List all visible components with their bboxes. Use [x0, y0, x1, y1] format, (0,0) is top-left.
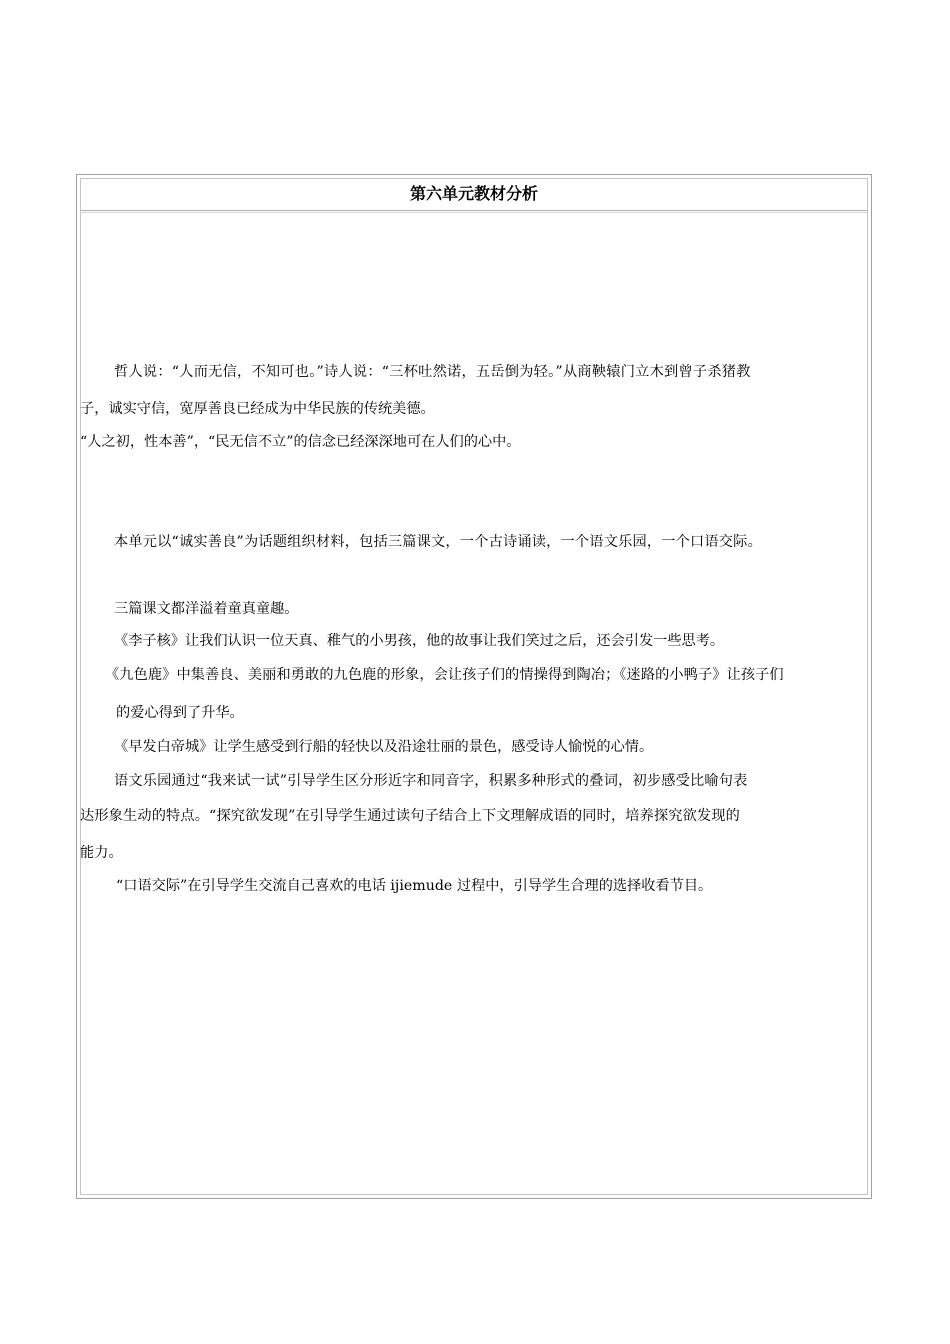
paragraph-line-12: 能力。 [80, 845, 123, 861]
title-divider [81, 210, 867, 213]
paragraph-line-2: 子，诚实守信，宽厚善良已经成为中华民族的传统美德。 [80, 401, 435, 417]
paragraph-line-3: “人之初，性本善”，“民无信不立”的信念已经深深地可在人们的心中。 [80, 434, 521, 450]
page-title: 第六单元教材分析 [409, 184, 538, 203]
content-table-frame [76, 174, 872, 1199]
paragraph-line-9: 《早发白帝城》让学生感受到行船的轻快以及沿途壮丽的景色，感受诗人愉悦的心情。 [114, 739, 654, 755]
paragraph-line-5: 三篇课文都洋溢着童真童趣。 [114, 601, 299, 617]
content-table-inner-border [80, 178, 868, 1195]
paragraph-line-4: 本单元以“诚实善良”为话题组织材料，包括三篇课文，一个古诗诵读，一个语文乐园，一个口语交际。 [114, 534, 762, 550]
paragraph-line-13: “口语交际”在引导学生交流自己喜欢的电话 ijiemude 过程中，引导学生合理的选择收看节目。 [116, 878, 713, 894]
paragraph-line-8: 的爱心得到了升华。 [116, 705, 244, 721]
paragraph-line-6: 《李子核》让我们认识一位天真、稚气的小男孩，他的故事让我们笑过之后，还会引发一些思考。 [114, 633, 725, 649]
paragraph-line-1: 哲人说：“人而无信，不知可也。”诗人说：“三杯吐然诺，五岳倒为轻。”从商鞅辕门立木到曾子杀猪教 [114, 364, 751, 380]
paragraph-line-10: 语文乐园通过“我来试一试”引导学生区分形近字和同音字，积累多种形式的叠词，初步感受比喻句表 [114, 773, 748, 789]
paragraph-line-11: 达形象生动的特点。“探究欲发现”在引导学生通过读句子结合上下文理解成语的同时，培养探究欲发现的 [80, 808, 740, 824]
paragraph-line-7: 《九色鹿》中集善良、美丽和勇敢的九色鹿的形象，会让孩子们的情操得到陶冶；《迷路的小鸭子》让孩子们 [105, 667, 784, 683]
